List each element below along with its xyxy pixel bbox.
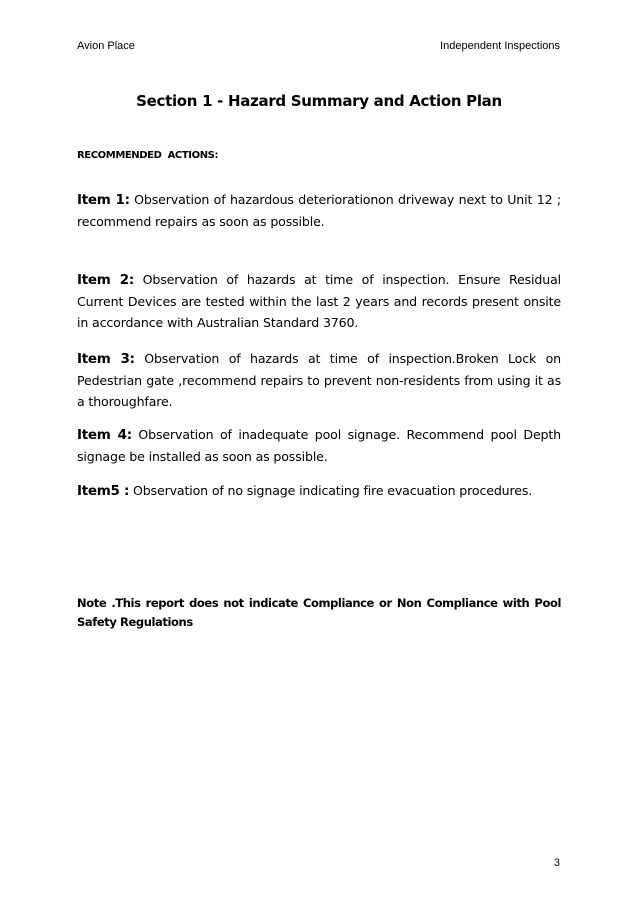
action-item-text: Observation of hazards at time of inspection.Broken Lock on Pedestrian gate ,recommend repairs to prevent non-residents from using it as a thoroughfare. (77, 351, 562, 409)
header-company-name: Independent Inspections (440, 40, 560, 52)
action-item-label: Item 2: (77, 272, 134, 288)
compliance-note: Note .This report does not indicate Compliance or Non Compliance with Pool Safety Regulations (77, 596, 561, 629)
action-item-2 (77, 269, 561, 333)
recommended-actions-heading: RECOMMENDED ACTIONS: (77, 150, 219, 161)
action-item-text: Observation of hazardous deteriorationon driveway next to Unit 12 ; recommend repairs as soon as possible. (77, 192, 561, 229)
action-item-text: Observation of no signage indicating fire evacuation procedures. (129, 483, 533, 498)
action-item-label: Item 3: (77, 351, 135, 367)
section-title: Section 1 - Hazard Summary and Action Plan (136, 92, 502, 110)
action-item-5 (77, 480, 561, 502)
header-site-name: Avion Place (77, 40, 135, 52)
page-number: 3 (553, 857, 560, 869)
action-item-label: Item 1: (77, 192, 130, 208)
action-item-text: Observation of inadequate pool signage. Recommend pool Depth signage be installed as soon as possible. (77, 427, 562, 464)
action-item-3 (77, 348, 561, 412)
action-item-label: Item 4: (77, 427, 132, 443)
action-item-text: Observation of hazards at time of inspection. Ensure Residual Current Devices are tested within the last 2 years and records present onsite in accordance with Australian Standard 3760. (77, 272, 561, 330)
action-item-4 (77, 424, 561, 467)
action-item-1 (77, 189, 561, 232)
action-item-label: Item5 : (77, 483, 130, 499)
